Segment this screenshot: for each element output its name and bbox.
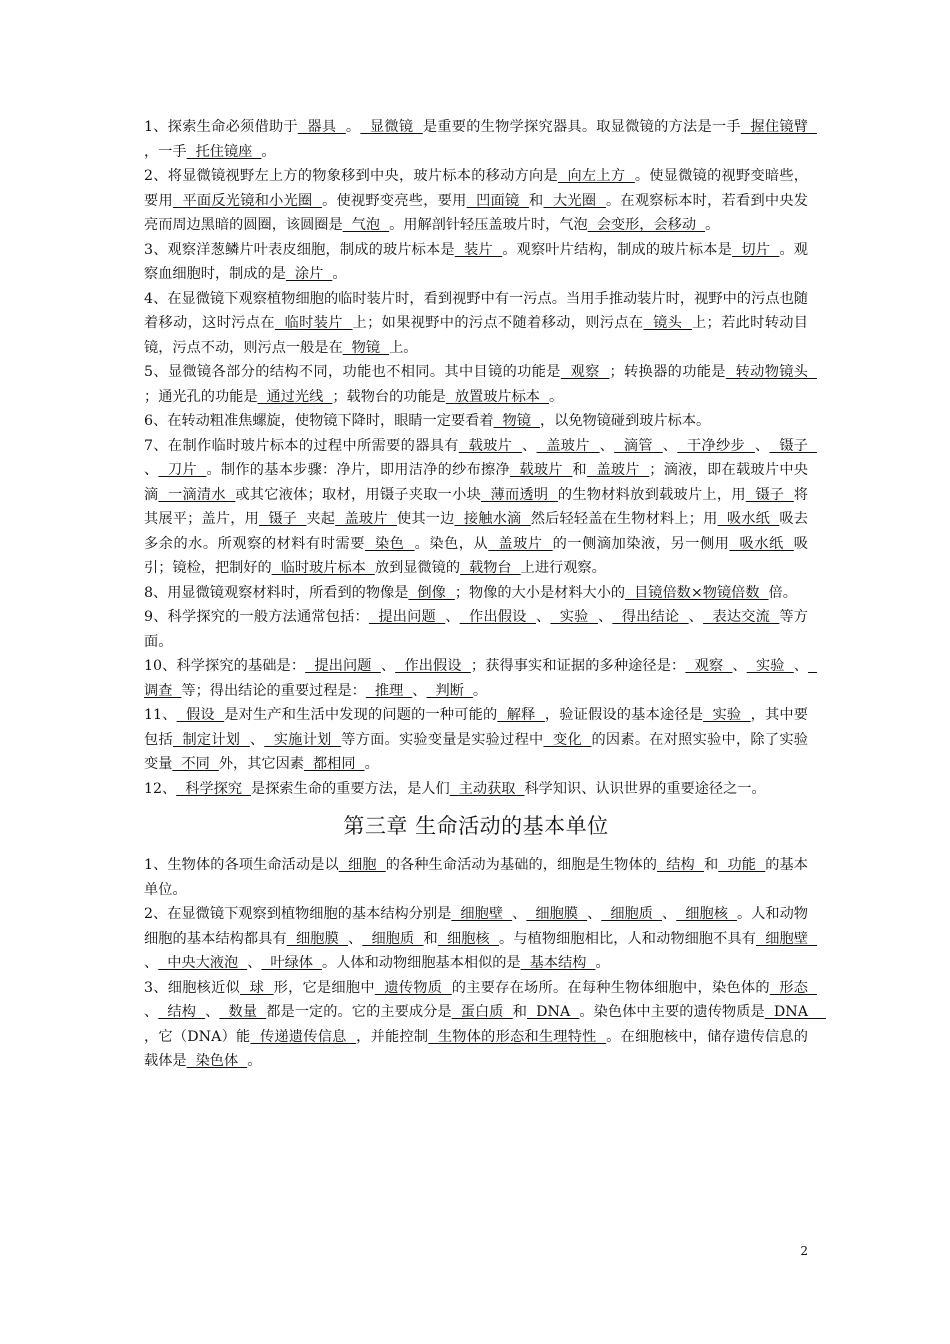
question-text: 、 — [662, 437, 678, 454]
question-text: 、 — [754, 437, 770, 454]
question-text: 3、观察洋葱鳞片叶表皮细胞，制成的玻片标本是 — [144, 241, 455, 258]
question-text: 的各种生命活动为基础的，细胞是生物体的 — [385, 857, 658, 873]
question-paragraph — [144, 654, 818, 703]
question-text: 、 — [249, 731, 265, 748]
question-text: 、 — [144, 955, 159, 971]
question-text: 夹起 — [306, 511, 336, 527]
question-text: 2、将显微镜视野左上方的物象移到中央，玻片标本的移动方向是 — [144, 168, 558, 184]
question-text: 。 — [247, 1053, 262, 1069]
question-paragraph — [144, 703, 808, 777]
answer-blank: 吸水纸 — [729, 535, 794, 552]
question-text: 。 — [595, 955, 610, 971]
question-text: 、 — [348, 930, 363, 947]
question-text: 和 — [529, 192, 544, 209]
answer-blank: 得出结论 — [612, 609, 689, 625]
answer-blank: 主动获取 — [449, 780, 525, 797]
question-text: 的因素。在对照实验中，除了实验变量 — [144, 731, 808, 772]
question-text: ，验证假设的基本途径是 — [544, 707, 704, 723]
question-text: 、 — [535, 609, 551, 625]
answer-blank: 滴管 — [614, 437, 663, 454]
answer-blank: 镜头 — [643, 315, 692, 331]
answer-blank: 作出假设 — [395, 658, 471, 674]
question-text: 7、在制作临时玻片标本的过程中所需要的器具有 — [144, 437, 459, 454]
answer-blank: 细胞壁 — [756, 930, 817, 947]
question-text: 。染色，从 — [414, 535, 489, 552]
answer-blank: 观察 — [685, 658, 733, 674]
answer-blank: 结构 — [158, 1004, 206, 1020]
question-text: 。 — [549, 388, 564, 405]
question-text: 。 — [345, 119, 361, 135]
question-paragraph — [144, 409, 808, 434]
question-text: ；载物台的功能是 — [332, 388, 446, 405]
answer-blank: 结构 — [657, 857, 704, 873]
question-text: 12、 — [144, 780, 177, 797]
answer-blank: 生物体的形态和生理特性 — [428, 1028, 607, 1045]
answer-blank: 涂片 — [285, 266, 333, 282]
answer-blank: 显微镜 — [360, 119, 423, 135]
answer-blank: 目镜倍数×物镜倍数 — [625, 584, 769, 601]
page-number: 2 — [800, 1244, 808, 1258]
question-text: 。观察血细胞时，制成的是 — [144, 241, 808, 282]
question-text: 3、细胞核近似 — [144, 979, 241, 996]
answer-blank: 吸水纸 — [717, 511, 780, 527]
question-text: 和 — [572, 462, 587, 478]
answer-blank: 平面反光镜和小光圈 — [172, 192, 323, 209]
answer-blank: 数量 — [219, 1004, 267, 1020]
answer-blank: 染色 — [364, 535, 415, 552]
question-paragraph — [144, 976, 826, 1074]
question-text: 等方面。 — [144, 609, 808, 650]
question-paragraph — [144, 853, 808, 902]
answer-blank: 蛋白质 — [451, 1004, 513, 1020]
answer-blank: 盖玻片 — [488, 535, 553, 552]
answer-blank: 临时玻片标本 — [271, 560, 375, 576]
question-text: 和 — [512, 1004, 527, 1020]
answer-blank: 变化 — [543, 731, 592, 748]
answer-blank: 细胞 — [338, 857, 386, 873]
answer-blank: 实施计划 — [264, 731, 342, 748]
question-text: 或其它液体；取材，用镊子夹取一小块 — [235, 486, 482, 503]
question-paragraph — [144, 605, 808, 654]
question-text: 、 — [205, 1004, 220, 1020]
answer-blank: 薄而透明 — [481, 486, 558, 503]
question-text: ，其中要包括 — [144, 707, 808, 748]
answer-blank: 凹面镜 — [466, 192, 530, 209]
question-text: 上；如果视野中的污点不随着移动，则污点在 — [352, 315, 644, 331]
question-text: 。 — [364, 756, 379, 772]
question-text: 、 — [380, 658, 396, 674]
answer-blank: 转动物镜头 — [725, 364, 818, 380]
question-text: ，以免物镜碰到玻片标本。 — [539, 413, 711, 429]
question-text: 等；得出结论的重要过程是： — [181, 682, 366, 699]
question-text: 等方面。实验变量是实验过程中 — [341, 731, 544, 748]
answer-blank: 都相同 — [303, 756, 365, 772]
question-text: 。使视野变亮些，要用 — [322, 192, 467, 209]
question-text: 的主要存在场所。在每种生物体细胞中，染色体的 — [451, 979, 770, 996]
answer-blank: 向左上方 — [557, 168, 635, 184]
question-text: 1、探索生命必须借助于 — [144, 119, 298, 135]
question-text: 使其一边 — [397, 511, 455, 527]
page-content — [144, 115, 826, 1074]
question-text: 。人体和动物细胞基本相似的是 — [322, 955, 521, 971]
question-paragraph — [144, 777, 808, 802]
answer-blank: 制定计划 — [172, 731, 250, 748]
answer-blank: 解释 — [497, 707, 545, 723]
question-text: ；转换器的功能是 — [609, 364, 726, 380]
answer-blank: 镊子 — [769, 437, 817, 454]
question-text: 、 — [512, 906, 527, 922]
answer-blank: 会变形，会移动 — [587, 217, 706, 233]
question-text: ，一手 — [144, 143, 187, 160]
question-text: 外，其它因素 — [218, 756, 304, 772]
question-text: 、 — [587, 906, 602, 922]
question-text: 上进行观察。 — [520, 560, 606, 576]
answer-blank: 实验 — [746, 658, 794, 674]
answer-blank: 不同 — [172, 756, 219, 772]
question-text: 5、显微镜各部分的结构不同，功能也不相同。其中目镜的功能是 — [144, 364, 561, 380]
answer-blank: 干净纱步 — [677, 437, 755, 454]
answer-blank: 判断 — [426, 682, 473, 699]
answer-blank: 细胞壁 — [451, 906, 513, 922]
answer-blank: 装片 — [454, 241, 503, 258]
question-paragraph — [144, 164, 808, 238]
question-text: ；滴液，即在载玻片中央滴 — [144, 462, 808, 503]
answer-blank: 盖玻片 — [536, 437, 600, 454]
question-text: 然后轻轻盖在生物材料上；用 — [530, 511, 718, 527]
question-paragraph — [144, 238, 808, 287]
question-text: 4、在显微镜下观察植物细胞的临时装片时，看到视野中有一污点。当用手推动装片时，视野中的污点也随着移动，这时污点在 — [144, 290, 808, 331]
answer-blank: 中央大液泡 — [158, 955, 248, 971]
answer-blank: 临时装片 — [274, 315, 353, 331]
answer-blank: 提出问题 — [305, 658, 381, 674]
question-text: 。与植物细胞相比，人和动物细胞不具有 — [499, 930, 757, 947]
answer-blank: 推理 — [365, 682, 413, 699]
answer-blank: 握住镜臂 — [740, 119, 818, 135]
answer-blank: 倒像 — [408, 584, 455, 601]
question-paragraph — [144, 115, 818, 164]
section-chapter-two-questions — [144, 115, 818, 801]
question-text: 1、生物体的各项生命活动是以 — [144, 857, 339, 873]
question-text: 、 — [662, 906, 677, 922]
answer-blank: 染色体 — [186, 1053, 248, 1069]
question-text: 倍。 — [768, 584, 797, 601]
answer-blank: 镊子 — [258, 511, 307, 527]
question-text: 6、在转动粗准焦螺旋，使物镜下降时，眼睛一定要看着 — [144, 413, 494, 429]
question-paragraph — [144, 581, 808, 606]
answer-blank: 大光圈 — [543, 192, 606, 209]
question-text: ，并能控制 — [356, 1028, 429, 1045]
answer-blank: 提出问题 — [368, 609, 446, 625]
question-text: 11、 — [144, 707, 177, 723]
question-text: 和 — [423, 930, 438, 947]
question-text: 、 — [688, 609, 704, 625]
answer-blank: 细胞膜 — [286, 930, 348, 947]
question-text: 、 — [144, 1004, 159, 1020]
answer-blank: 一滴清水 — [158, 486, 236, 503]
question-text: 吸去多余的水。所观察的材料有时需要 — [144, 511, 808, 552]
question-text: 的基本单位。 — [144, 857, 808, 898]
question-text: 。染色体中主要的遗传物质是 — [579, 1004, 765, 1020]
question-text: 2、在显微镜下观察到植物细胞的基本结构分别是 — [144, 906, 452, 922]
answer-blank: 载玻片 — [509, 462, 573, 478]
question-text: 和 — [703, 857, 719, 873]
answer-blank: 接触水滴 — [454, 511, 531, 527]
question-text: 、 — [597, 609, 613, 625]
answer-blank: 镊子 — [745, 486, 794, 503]
question-text: 、 — [793, 658, 808, 674]
answer-blank: 气泡 — [342, 217, 390, 233]
chapter-title: 第三章 生命活动的基本单位 — [343, 814, 609, 838]
question-text: 8、用显微镜观察材料时，所看到的物像是 — [144, 584, 409, 601]
question-text: 。用解剖针轻压盖玻片时，气泡 — [389, 217, 588, 233]
question-text: 。 — [332, 266, 347, 282]
answer-blank: 托住镜座 — [186, 143, 262, 160]
question-text: 、 — [445, 609, 460, 625]
answer-blank: 放置玻片标本 — [445, 388, 549, 405]
answer-blank: 器具 — [297, 119, 346, 135]
answer-blank: 基本结构 — [520, 955, 596, 971]
question-text: 10、科学探究的基础是： — [144, 658, 306, 674]
answer-blank: 叶绿体 — [261, 955, 322, 971]
question-text: ，它（DNA）能 — [144, 1028, 251, 1045]
answer-blank: 通过光线 — [257, 388, 333, 405]
question-text: 将其展平；盖片，用 — [144, 486, 808, 527]
answer-blank: 盖玻片 — [586, 462, 650, 478]
question-text: 、 — [144, 462, 159, 478]
answer-blank: 细胞核 — [676, 906, 737, 922]
answer-blank: 切片 — [731, 241, 780, 258]
question-text: 、 — [412, 682, 427, 699]
question-text: ；物像的大小是材料大小的 — [454, 584, 626, 601]
question-text: 放到显微镜的 — [374, 560, 461, 576]
question-text: 。 — [261, 143, 276, 160]
answer-blank: 球 — [240, 979, 274, 996]
question-text: 9、科学探究的一般方法通常包括： — [144, 609, 369, 625]
answer-blank: 传递遗传信息 — [250, 1028, 357, 1045]
question-text: 都是一定的。它的主要成分是 — [266, 1004, 452, 1020]
answer-blank: 细胞质 — [601, 906, 663, 922]
answer-blank: 表达交流 — [703, 609, 780, 625]
question-paragraph — [144, 902, 817, 976]
answer-blank: 实验 — [550, 609, 598, 625]
question-text: 的一侧滴加染液，另一侧用 — [552, 535, 730, 552]
question-text: 。 — [705, 217, 720, 233]
answer-blank: DNA — [527, 1004, 580, 1020]
answer-blank: 载玻片 — [458, 437, 522, 454]
answer-blank: 观察 — [560, 364, 610, 380]
question-text: 是重要的生物学探究器具。取显微镜的方法是一手 — [422, 119, 741, 135]
question-text: 。 — [472, 682, 488, 699]
question-text: 形，它是细胞中 — [273, 979, 375, 996]
question-text: 。在细胞核中，储存遗传信息的载体是 — [144, 1028, 808, 1069]
question-text: 。观察叶片结构，制成的玻片标本是 — [502, 241, 732, 258]
answer-blank: 物镜 — [342, 339, 390, 356]
question-text: 。使显微镜的视野变暗些，要用 — [144, 168, 808, 209]
answer-blank: 刀片 — [158, 462, 207, 478]
question-paragraph — [144, 434, 817, 581]
question-text: 。制作的基本步骤：净片，即用洁净的纱布擦净 — [206, 462, 510, 478]
answer-blank: 科学探究 — [176, 780, 252, 797]
question-paragraph — [144, 287, 808, 361]
question-text: ；获得事实和证据的多种途径是： — [470, 658, 686, 674]
question-text: 吸引；镜检，把制好的 — [144, 535, 808, 576]
question-text: 、 — [732, 658, 747, 674]
answer-blank: 载物台 — [460, 560, 521, 576]
question-text: 、 — [599, 437, 615, 454]
question-text: ；通光孔的功能是 — [144, 388, 258, 405]
answer-blank: 形态 — [769, 979, 818, 996]
answer-blank: 假设 — [176, 707, 225, 723]
answer-blank: 实验 — [703, 707, 751, 723]
answer-blank: 功能 — [718, 857, 766, 873]
question-text: 是探索生命的重要方法，是人们 — [251, 780, 450, 797]
answer-blank: 作出假设 — [459, 609, 536, 625]
question-text: 上。 — [389, 339, 418, 356]
question-text: 科学知识、认识世界的重要途径之一。 — [524, 780, 766, 797]
question-text: 。在观察标本时，若看到中央发亮而周边黑暗的圆圈，该圆圈是 — [144, 192, 808, 233]
answer-blank: 盖玻片 — [335, 511, 398, 527]
section-chapter-three-questions — [144, 853, 826, 1074]
question-paragraph — [144, 360, 818, 409]
answer-blank: 细胞膜 — [526, 906, 588, 922]
answer-blank: 细胞核 — [437, 930, 500, 947]
answer-blank: 物镜 — [493, 413, 540, 429]
answer-blank: 细胞质 — [362, 930, 424, 947]
question-text: 是对生产和生活中发现的问题的一种可能的 — [224, 707, 498, 723]
question-text: 。人和动物细胞的基本结构都具有 — [144, 906, 808, 947]
question-text: 、 — [521, 437, 537, 454]
answer-blank: DNA — [764, 1004, 826, 1020]
question-text: 、 — [247, 955, 262, 971]
question-text: 上；若此时转动目镜，污点不动，则污点一般是在 — [144, 315, 808, 356]
answer-blank: 遗传物质 — [374, 979, 452, 996]
answer-blank: 调查 — [144, 658, 818, 699]
question-text: 的生物材料放到载玻片上，用 — [557, 486, 746, 503]
